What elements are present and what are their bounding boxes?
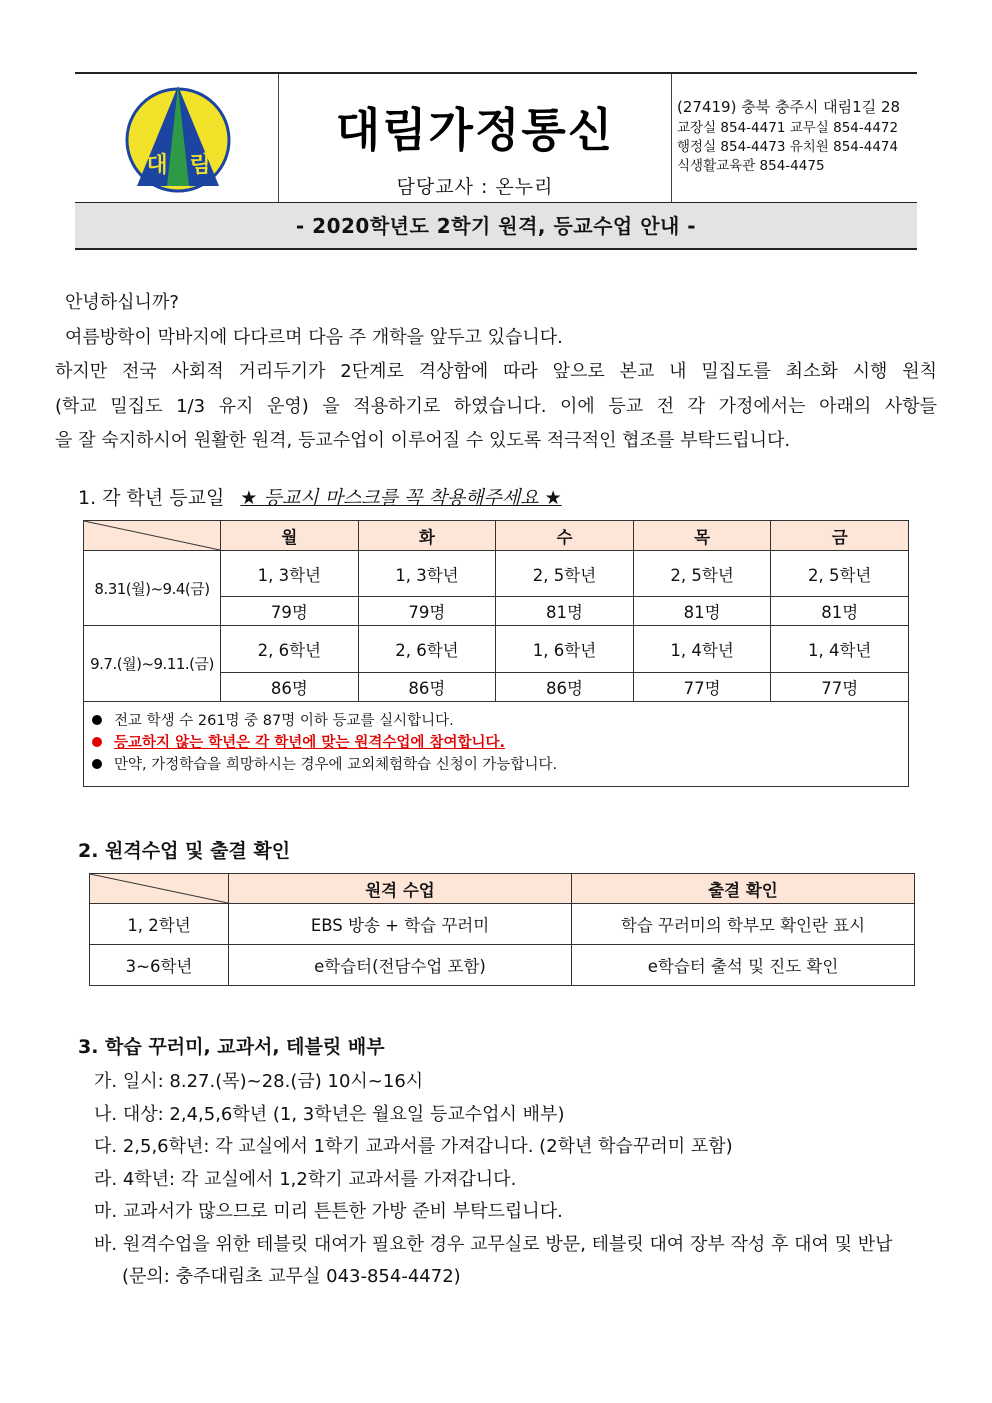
note-item xyxy=(92,754,900,776)
day-header: 목 xyxy=(633,521,771,551)
count-cell: 81명 xyxy=(771,597,909,626)
remote-class-table xyxy=(89,873,915,986)
section-1-title: 1. 각 학년 등교일 xyxy=(78,487,225,509)
grade-cell: 1, 2학년 xyxy=(90,904,229,945)
grade-cell: 1, 3학년 xyxy=(358,551,496,597)
grade-cell: 1, 4학년 xyxy=(771,626,909,673)
list-item: 나. 대상: 2,4,5,6학년 (1, 3학년은 월요일 등교수업시 배부) xyxy=(94,1103,565,1125)
list-item: 라. 4학년: 각 교실에서 1,2학기 교과서를 가져갑니다. xyxy=(94,1168,517,1190)
school-address: (27419) 충북 충주시 대림1길 28 xyxy=(677,98,901,116)
attendance-schedule-table xyxy=(83,520,909,787)
intro-text xyxy=(55,286,937,459)
attendance-cell: 학습 꾸러미의 학부모 확인란 표시 xyxy=(572,904,915,945)
grade-cell: 1, 6학년 xyxy=(496,626,634,673)
school-contact xyxy=(672,74,917,202)
count-cell: 79명 xyxy=(358,597,496,626)
attendance-cell: e학습터 출석 및 진도 확인 xyxy=(572,945,915,986)
letterhead xyxy=(75,72,917,250)
section-1-heading xyxy=(78,483,562,510)
week-date: 8.31(월)~9.4(금) xyxy=(84,551,221,626)
class-cell: e학습터(전담수업 포함) xyxy=(229,945,572,986)
day-header: 수 xyxy=(496,521,634,551)
table-row xyxy=(84,551,909,597)
intro-line: (학교 밀집도 1/3 유지 운영) 을 적용하기로 하였습니다. 이에 등교 전 각 가정에서는 아래의 사항들 xyxy=(55,395,937,417)
list-item: 가. 일시: 8.27.(목)~28.(금) 10시~16시 xyxy=(94,1071,424,1092)
table-row xyxy=(90,945,915,986)
column-header: 원격 수업 xyxy=(229,874,572,904)
phone-line: 행정실 854-4473 유치원 854-4474 xyxy=(677,139,899,155)
count-cell: 86명 xyxy=(221,673,359,702)
bullet-icon xyxy=(92,715,102,725)
grade-cell: 1, 4학년 xyxy=(633,626,771,673)
note-item xyxy=(92,732,900,754)
count-cell: 77명 xyxy=(771,673,909,702)
note-text: 전교 학생 수 261명 중 87명 이하 등교를 실시합니다. xyxy=(114,713,454,729)
table-corner xyxy=(84,521,221,551)
list-item: 다. 2,5,6학년: 각 교실에서 1학기 교과서를 가져갑니다. (2학년 학습꾸러미 포함) xyxy=(94,1136,733,1157)
count-cell: 77명 xyxy=(633,673,771,702)
grade-cell: 2, 6학년 xyxy=(221,626,359,673)
logo-char-1: 대 xyxy=(146,153,168,178)
day-header: 금 xyxy=(771,521,909,551)
list-item: 바. 원격수업을 위한 테블릿 대여가 필요한 경우 교무실로 방문, 테블릿 대여 장부 작성 후 대여 및 반납 xyxy=(94,1233,893,1255)
day-header: 월 xyxy=(221,521,359,551)
section-3-title: 3. 학습 꾸러미, 교과서, 테블릿 배부 xyxy=(78,1036,385,1058)
grade-cell: 1, 3학년 xyxy=(221,551,359,597)
column-header: 출결 확인 xyxy=(572,874,915,904)
note-item xyxy=(92,710,900,732)
distribution-list xyxy=(94,1066,893,1294)
contact-info: (문의: 충주대림초 교무실 043-854-4472) xyxy=(122,1266,461,1287)
school-logo xyxy=(75,74,279,202)
teacher-in-charge: 담당교사 : 온누리 xyxy=(396,176,554,198)
intro-line: 하지만 전국 사회적 거리두기가 2단계로 격상함에 따라 앞으로 본교 내 밀집도를 최소화 시행 원칙 xyxy=(55,361,937,382)
logo-char-2: 림 xyxy=(189,153,211,178)
phone-line: 교장실 854-4471 교무실 854-4472 xyxy=(677,120,899,136)
mask-reminder: ★ 등교시 마스크를 꼭 착용해주세요 ★ xyxy=(240,487,562,509)
day-header: 화 xyxy=(358,521,496,551)
intro-line: 여름방학이 막바지에 다다르며 다음 주 개학을 앞두고 있습니다. xyxy=(65,326,563,348)
grade-cell: 2, 5학년 xyxy=(496,551,634,597)
count-cell: 86명 xyxy=(496,673,634,702)
table-row xyxy=(84,702,909,787)
grade-cell: 2, 5학년 xyxy=(771,551,909,597)
section-2-title: 2. 원격수업 및 출결 확인 xyxy=(78,840,291,862)
count-cell: 81명 xyxy=(496,597,634,626)
grade-cell: 3~6학년 xyxy=(90,945,229,986)
intro-line: 을 잘 숙지하시어 원활한 원격, 등교수업이 이루어질 수 있도록 적극적인 협조를 부탁드립니다. xyxy=(55,430,791,451)
bullet-icon xyxy=(92,759,102,769)
phone-line: 식생활교육관 854-4475 xyxy=(677,158,825,174)
notice-subtitle: - 2020학년도 2학기 원격, 등교수업 안내 - xyxy=(75,202,917,250)
count-cell: 86명 xyxy=(358,673,496,702)
note-text-alert: 등교하지 않는 학년은 각 학년에 맞는 원격수업에 참여합니다. xyxy=(114,735,506,751)
count-cell: 79명 xyxy=(221,597,359,626)
list-item: 마. 교과서가 많으므로 미리 튼튼한 가방 준비 부탁드립니다. xyxy=(94,1201,563,1222)
newsletter-title: 대림가정통신 xyxy=(335,103,615,157)
week-date: 9.7.(월)~9.11.(금) xyxy=(84,626,221,702)
table-corner xyxy=(90,874,229,904)
class-cell: EBS 방송 + 학습 꾸러미 xyxy=(229,904,572,945)
table-row xyxy=(90,904,915,945)
schedule-notes xyxy=(84,702,909,787)
greeting: 안녕하십니까? xyxy=(65,292,179,313)
grade-cell: 2, 5학년 xyxy=(633,551,771,597)
count-cell: 81명 xyxy=(633,597,771,626)
table-row xyxy=(84,626,909,673)
note-text: 만약, 가정학습을 희망하시는 경우에 교외체험학습 신청이 가능합니다. xyxy=(114,757,558,773)
grade-cell: 2, 6학년 xyxy=(358,626,496,673)
bullet-icon xyxy=(92,737,102,747)
